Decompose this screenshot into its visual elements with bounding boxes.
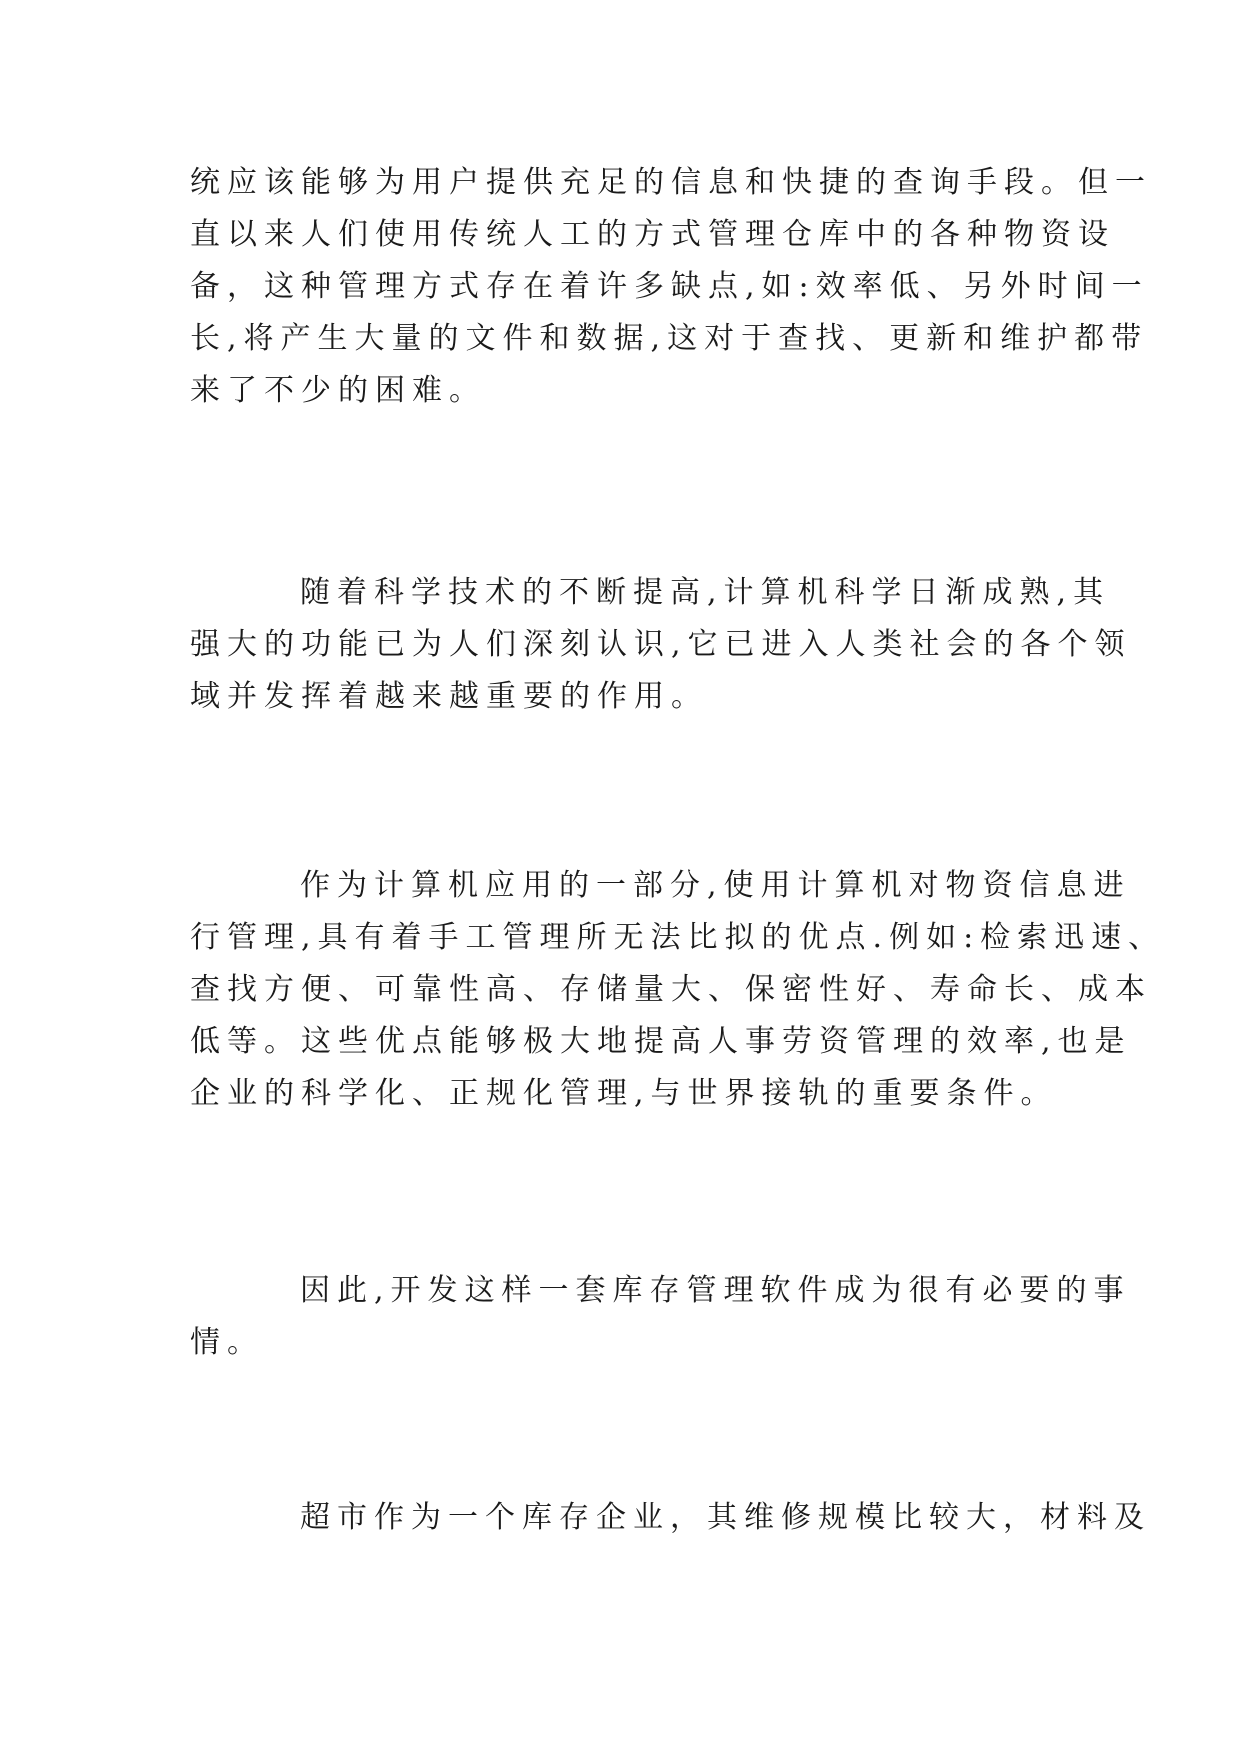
- paragraph-line: 随着科学技术的不断提高,计算机科学日渐成熟,其: [300, 575, 1111, 610]
- paragraph-line: 企业的科学化、正规化管理,与世界接轨的重要条件。: [190, 1076, 1058, 1111]
- paragraph-5: [190, 1492, 1151, 1544]
- paragraph-line: 作为计算机应用的一部分,使用计算机对物资信息进: [300, 868, 1131, 903]
- paragraph-2: [190, 567, 1132, 723]
- paragraph-line: 域并发挥着越来越重要的作用。: [190, 679, 708, 714]
- paragraph-line: 低等。这些优点能够极大地提高人事劳资管理的效率,也是: [190, 1024, 1132, 1059]
- paragraph-4: [190, 1265, 1131, 1369]
- paragraph-line: 情。: [190, 1325, 264, 1360]
- paragraph-line: 备，这种管理方式存在着许多缺点,如:效率低、另外时间一: [190, 269, 1149, 304]
- paragraph-line: 超市作为一个库存企业，其维修规模比较大，材料及: [300, 1500, 1151, 1535]
- paragraph-3: [190, 860, 1166, 1120]
- paragraph-line: 查找方便、可靠性高、存储量大、保密性好、寿命长、成本: [190, 972, 1152, 1007]
- paragraph-line: 行管理,具有着手工管理所无法比拟的优点.例如:检索迅速、: [190, 920, 1166, 955]
- paragraph-line: 直以来人们使用传统人工的方式管理仓库中的各种物资设: [190, 217, 1115, 252]
- paragraph-line: 强大的功能已为人们深刻认识,它已进入人类社会的各个领: [190, 627, 1132, 662]
- paragraph-1: [190, 157, 1152, 417]
- paragraph-line: 因此,开发这样一套库存管理软件成为很有必要的事: [300, 1273, 1131, 1308]
- paragraph-line: 来了不少的困难。: [190, 373, 486, 408]
- paragraph-line: 统应该能够为用户提供充足的信息和快捷的查询手段。但一: [190, 165, 1152, 200]
- paragraph-line: 长,将产生大量的文件和数据,这对于查找、更新和维护都带: [190, 321, 1149, 356]
